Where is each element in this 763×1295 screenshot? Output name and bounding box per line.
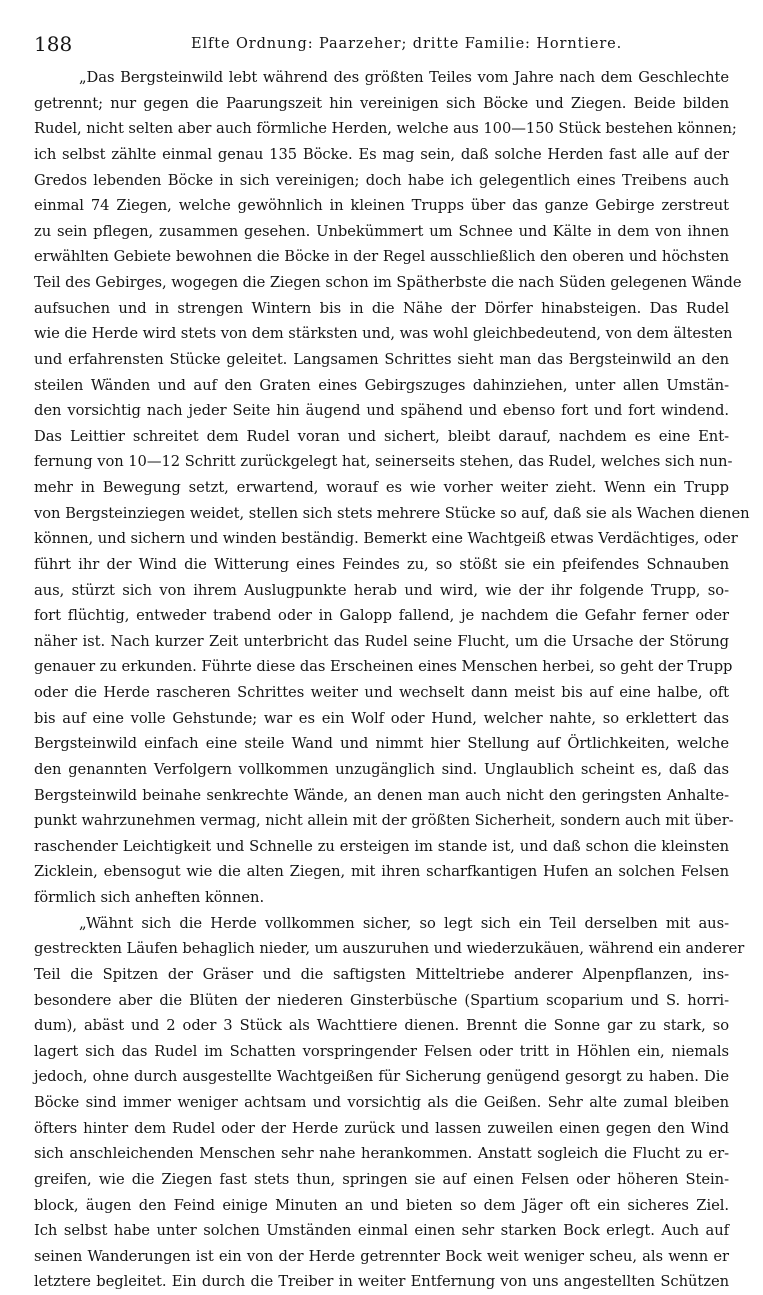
text-line: einmal 74 Ziegen, welche gewöhnlich in kleinen Trupps über das ganze Gebirge zerstreut <box>34 197 729 215</box>
text-line: bis auf eine volle Gehstunde; war es ein Wolf oder Hund, welcher nahte, so erklettert das <box>34 709 729 727</box>
text-line: Das Leittier schreitet dem Rudel voran und sichert, bleibt darauf, nachdem es eine Ent- <box>34 427 729 445</box>
text-line: Teil des Gebirges, wogegen die Ziegen schon im Spätherbste die nach Süden gelegenen Wände <box>34 274 742 291</box>
text-line: Teil die Spitzen der Gräser und die saftigsten Mitteltriebe anderer Alpenpflanzen, ins- <box>34 965 729 983</box>
text-line: Bergsteinwild einfach eine steile Wand und nimmt hier Stellung auf Örtlichkeiten, welche <box>34 735 729 753</box>
text-line: näher ist. Nach kurzer Zeit unterbricht das Rudel seine Flucht, um die Ursache der Störung <box>34 632 729 650</box>
body-text <box>34 65 750 1295</box>
text-line: Gredos lebenden Böcke in sich vereinigen; doch habe ich gelegentlich eines Treibens auch <box>34 171 729 189</box>
text-line: letztere begleitet. Ein durch die Treiber in weiter Entfernung von uns angestellten Schützen <box>34 1273 729 1291</box>
paragraph-2 <box>34 911 745 1295</box>
text-line: oder die Herde rascheren Schrittes weiter und wechselt dann meist bis auf eine halbe, oft <box>34 684 729 701</box>
text-line: „Das Bergsteinwild lebt während des größten Teiles vom Jahre nach dem Geschlechte <box>79 69 729 86</box>
book-page <box>34 32 750 1291</box>
text-line: besondere aber die Blüten der niederen Ginsterbüsche (Spartium scoparium und S. horri- <box>34 991 729 1009</box>
text-line: Ich selbst habe unter solchen Umständen einmal einen sehr starken Bock erlegt. Auch auf <box>34 1222 729 1240</box>
text-line: getrennt; nur gegen die Paarungszeit hin vereinigen sich Böcke und Ziegen. Beide bilden <box>34 94 729 112</box>
text-line: gestreckten Läufen behaglich nieder, um auszuruhen und wiederzukäuen, während ein anderer <box>34 940 745 958</box>
text-line: öfters hinter dem Rudel oder der Herde zurück und lassen zuweilen einen gegen den Wind <box>34 1119 729 1137</box>
text-line: den vorsichtig nach jeder Seite hin äugend und spähend und ebenso fort und fort windend. <box>34 402 729 420</box>
text-line: fort flüchtig, entweder trabend oder in Galopp fallend, je nachdem die Gefahr ferner oder <box>34 607 729 625</box>
text-line: erwählten Gebiete bewohnen die Böcke in der Regel ausschließlich den oberen und höchsten <box>34 248 729 266</box>
text-line: jedoch, ohne durch ausgestellte Wachtgeißen für Sicherung genügend gesorgt zu haben. Die <box>34 1068 729 1086</box>
text-line: förmlich sich anheften können. <box>34 889 265 906</box>
text-line: punkt wahrzunehmen vermag, nicht allein mit der größten Sicherheit, sondern auch mit über- <box>34 812 734 830</box>
running-head: Elfte Ordnung: Paarzeher; dritte Familie: Horntiere. <box>191 36 623 52</box>
text-line: dum), abäst und 2 oder 3 Stück als Wachttiere dienen. Brennt die Sonne gar zu stark, so <box>34 1017 729 1035</box>
page-header <box>34 32 729 57</box>
text-line: Böcke sind immer weniger achtsam und vorsichtig als die Geißen. Sehr alte zumal bleiben <box>34 1094 729 1111</box>
text-line: wie die Herde wird stets von dem stärksten und, was wohl gleichbedeutend, von dem ältesten <box>34 325 733 343</box>
text-line: mehr in Bewegung setzt, erwartend, worauf es wie vorher weiter zieht. Wenn ein Trupp <box>34 479 729 496</box>
text-line: aus, stürzt sich von ihrem Auslugpunkte herab und wird, wie der ihr folgende Trupp, so- <box>34 581 729 599</box>
text-line: Zicklein, ebensogut wie die alten Ziegen, mit ihren scharfkantigen Hufen an solchen Felsen <box>34 863 729 881</box>
text-line: block, äugen den Feind einige Minuten an und bieten so dem Jäger oft ein sicheres Ziel. <box>34 1196 729 1214</box>
text-line: aufsuchen und in strengen Wintern bis in die Nähe der Dörfer hinabsteigen. Das Rudel <box>34 299 729 317</box>
text-line: und erfahrensten Stücke geleitet. Langsamen Schrittes sieht man das Bergsteinwild an den <box>34 350 729 368</box>
text-line: ich selbst zählte einmal genau 135 Böcke. Es mag sein, daß solche Herden fast alle auf der <box>34 145 729 163</box>
text-line: führt ihr der Wind die Witterung eines Feindes zu, so stößt sie ein pfeifendes Schnauben <box>34 555 729 573</box>
paragraph-1 <box>34 65 750 911</box>
text-line: steilen Wänden und auf den Graten eines Gebirgszuges dahinziehen, unter allen Umstän- <box>34 376 729 394</box>
text-line: können, und sichern und winden beständig. Bemerkt eine Wachtgeiß etwas Verdächtiges, oder <box>34 530 738 548</box>
text-line: zu sein pflegen, zusammen gesehen. Unbekümmert um Schnee und Kälte in dem von ihnen <box>34 222 729 240</box>
text-line: Bergsteinwild beinahe senkrechte Wände, an denen man auch nicht den geringsten Anhalte- <box>34 786 729 804</box>
text-line: den genannten Verfolgern vollkommen unzugänglich sind. Unglaublich scheint es, daß das <box>34 760 729 778</box>
text-line: fernung von 10—12 Schritt zurückgelegt hat, seinerseits stehen, das Rudel, welches sich nun- <box>34 453 733 471</box>
text-line: lagert sich das Rudel im Schatten vorspringender Felsen oder tritt in Höhlen ein, niemals <box>34 1042 729 1060</box>
text-line: Rudel, nicht selten aber auch förmliche Herden, welche aus 100—150 Stück bestehen können; <box>34 120 737 138</box>
text-line: raschender Leichtigkeit und Schnelle zu ersteigen im stande ist, und daß schon die kleinsten <box>34 837 729 855</box>
text-line: greifen, wie die Ziegen fast stets thun, springen sie auf einen Felsen oder höheren Stein- <box>34 1170 729 1188</box>
text-line: „Wähnt sich die Herde vollkommen sicher, so legt sich ein Teil derselben mit aus- <box>79 914 729 932</box>
text-line: von Bergsteinziegen weidet, stellen sich stets mehrere Stücke so auf, daß sie als Wachen dienen <box>34 504 750 522</box>
page-number: 188 <box>34 32 73 56</box>
text-line: sich anschleichenden Menschen sehr nahe herankommen. Anstatt sogleich die Flucht zu er- <box>34 1145 729 1163</box>
text-line: seinen Wanderungen ist ein von der Herde getrennter Bock weit weniger scheu, als wenn er <box>34 1247 729 1265</box>
text-line: genauer zu erkunden. Führte diese das Erscheinen eines Menschen herbei, so geht der Trupp <box>34 658 733 676</box>
